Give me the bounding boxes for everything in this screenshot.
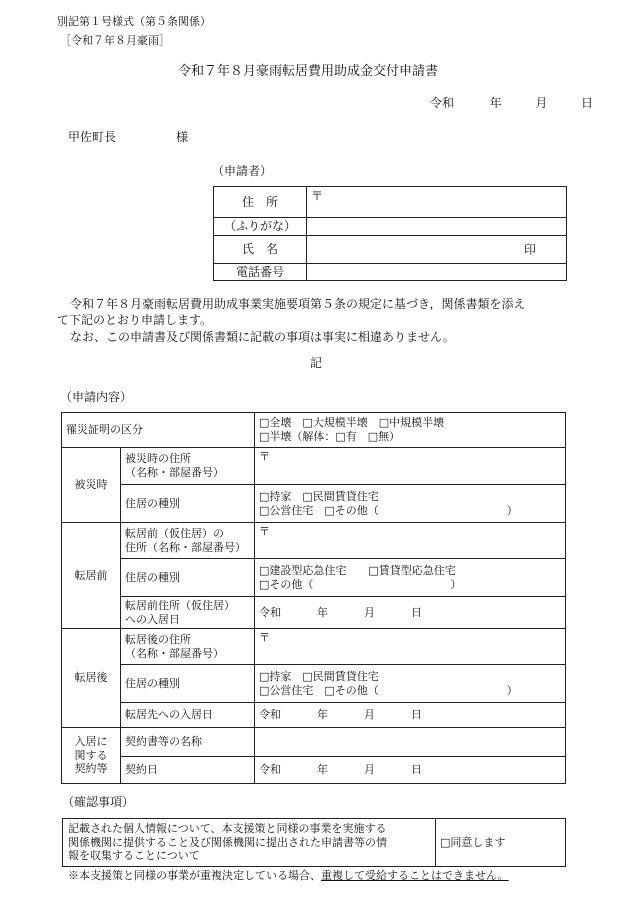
application-date (430, 96, 593, 110)
confirmation-table (62, 818, 566, 867)
note-prefix: ※本支援策と同様の事業が重複決定している場合、 (68, 869, 321, 882)
postal-mark: 〒 (259, 631, 270, 644)
contract-date-label: 契約日 (121, 757, 255, 784)
date-era: 令和 (259, 605, 281, 619)
date-day: 日 (411, 763, 422, 777)
applicant-table (213, 186, 567, 281)
date-year: 年 (489, 96, 502, 110)
mae-address-label-1: 転居前（仮住居）の (125, 526, 224, 540)
hisai-address-label (121, 448, 255, 485)
go-address-label-1: 転居後の住所 (125, 632, 191, 646)
consent-text (63, 819, 436, 867)
date-month: 月 (364, 708, 375, 722)
address-field[interactable] (307, 187, 567, 218)
mae-movein-label-2: への入居日 (125, 612, 180, 626)
date-month: 月 (364, 763, 375, 777)
intro-line-1: 令和７年８月豪雨転居費用助成事業実施要項第５条の規定に基づき，関係書類を添え (70, 297, 526, 311)
disaster-cert-line-2[interactable]: □半壊（解体：□有 □無） (259, 430, 401, 443)
hisai-address-field[interactable] (255, 448, 566, 485)
close-paren: ） (450, 577, 462, 591)
name-field[interactable] (307, 236, 567, 264)
date-month: 月 (364, 605, 375, 619)
applicant-heading: （申請者） (212, 164, 273, 178)
housing-options-line-2[interactable] (259, 684, 561, 698)
phone-label: 電話番号 (214, 264, 307, 281)
housing-other-option[interactable]: □公営住宅 □その他（ (259, 503, 379, 517)
date-day: 日 (411, 605, 422, 619)
date-era: 令和 (259, 708, 281, 722)
mae-housing-other[interactable]: □その他（ (259, 577, 314, 591)
intro-line-2: て下記のとおり申請します。 (57, 313, 213, 327)
form-label: 別記第１号様式（第５条関係） (57, 15, 211, 28)
mae-housing-label: 住居の種別 (121, 559, 255, 597)
honorific: 様 (176, 130, 189, 144)
housing-other-option[interactable]: □公営住宅 □その他（ (259, 683, 379, 697)
hisai-label: 被災時 (62, 448, 121, 523)
mae-housing-line-2[interactable] (259, 578, 561, 592)
tenkyo-go-label: 転居後 (62, 629, 121, 728)
close-paren: ） (506, 683, 518, 697)
postal-mark: 〒 (259, 525, 270, 538)
go-housing-options[interactable] (255, 665, 566, 703)
date-year: 年 (317, 605, 328, 619)
go-movein-label: 転居先への入居日 (121, 703, 255, 728)
go-address-label (121, 629, 255, 665)
disaster-cert-options[interactable] (255, 413, 566, 448)
mae-housing-options[interactable] (255, 559, 566, 597)
go-housing-label: 住居の種別 (121, 665, 255, 703)
close-paren: ） (506, 503, 518, 517)
phone-field[interactable] (307, 264, 567, 281)
consent-text-2: 関係機関に提供すること及び関係機関に提出された申請書等の情 (68, 835, 387, 849)
duplicate-note (68, 869, 509, 882)
contract-date-field[interactable] (255, 757, 566, 784)
agree-checkbox[interactable]: □同意します (436, 819, 566, 867)
application-heading: （申請内容） (60, 390, 133, 404)
consent-text-1: 記載された個人情報について、本支援策と同様の事業を実施する (68, 821, 387, 835)
form-tag: ［令和７年８月豪雨］ (60, 34, 170, 47)
date-year: 年 (317, 763, 328, 777)
go-address-label-2: （名称・部屋番号） (125, 646, 224, 660)
disaster-cert-label: 罹災証明の区分 (62, 413, 255, 448)
hisai-address-label-2: （名称・部屋番号） (125, 466, 224, 479)
contract-label-3: 契約等 (74, 762, 108, 776)
contract-label-1: 入居に (74, 734, 108, 748)
date-day: 日 (411, 708, 422, 722)
hisai-address-label-1: 被災時の住所 (125, 452, 191, 466)
note-underlined: 重複して受給することはできません。 (321, 869, 509, 882)
page-title: 令和７年８月豪雨転居費用助成金交付申請書 (178, 64, 439, 79)
ki-mark: 記 (310, 356, 323, 370)
mae-movein-label-1: 転居前住所（仮住居） (125, 598, 235, 612)
mae-housing-line-1[interactable]: □建設型応急住宅 □賃貸型応急住宅 (259, 563, 456, 577)
housing-options-line-1[interactable]: □持家 □民間賃貸住宅 (259, 489, 379, 503)
furigana-field[interactable] (307, 218, 567, 236)
hisai-housing-label: 住居の種別 (121, 485, 255, 523)
contract-label-2: 関する (74, 748, 108, 762)
mae-movein-label (121, 597, 255, 629)
date-month: 月 (535, 96, 548, 110)
housing-options-line-2[interactable] (259, 504, 561, 518)
date-year: 年 (317, 708, 328, 722)
seal-mark: 印 (523, 242, 536, 256)
mae-address-field[interactable] (255, 523, 566, 559)
date-era: 令和 (430, 96, 455, 110)
postal-mark: 〒 (259, 450, 270, 463)
contract-label (62, 728, 121, 784)
mae-address-label (121, 523, 255, 559)
disaster-cert-line-1[interactable]: □全壊 □大規模半壊 □中規模半壊 (259, 416, 445, 430)
date-day: 日 (581, 96, 594, 110)
furigana-label: （ふりがな） (214, 218, 307, 236)
contract-name-field[interactable] (255, 728, 566, 757)
address-label: 住 所 (214, 187, 307, 218)
housing-options-line-1[interactable]: □持家 □民間賃貸住宅 (259, 669, 379, 683)
consent-text-3: 報を収集することについて (68, 849, 200, 863)
mae-address-label-2: 住所（名称・部屋番号） (125, 540, 246, 554)
addressee: 甲佐町長 (68, 130, 117, 144)
intro-line-3: なお、この申請書及び関係書類に記載の事項は事実に相違ありません。 (70, 330, 455, 344)
hisai-housing-options[interactable] (255, 485, 566, 523)
go-movein-date[interactable] (255, 703, 566, 728)
date-era: 令和 (259, 763, 281, 777)
confirmation-heading: （確認事項） (62, 795, 135, 809)
mae-movein-date[interactable] (255, 597, 566, 629)
postal-mark: 〒 (311, 189, 324, 203)
tenkyo-mae-label: 転居前 (62, 523, 121, 629)
contract-name-label: 契約書等の名称 (121, 728, 255, 757)
go-address-field[interactable] (255, 629, 566, 665)
name-label: 氏 名 (214, 236, 307, 264)
application-table (61, 412, 566, 784)
